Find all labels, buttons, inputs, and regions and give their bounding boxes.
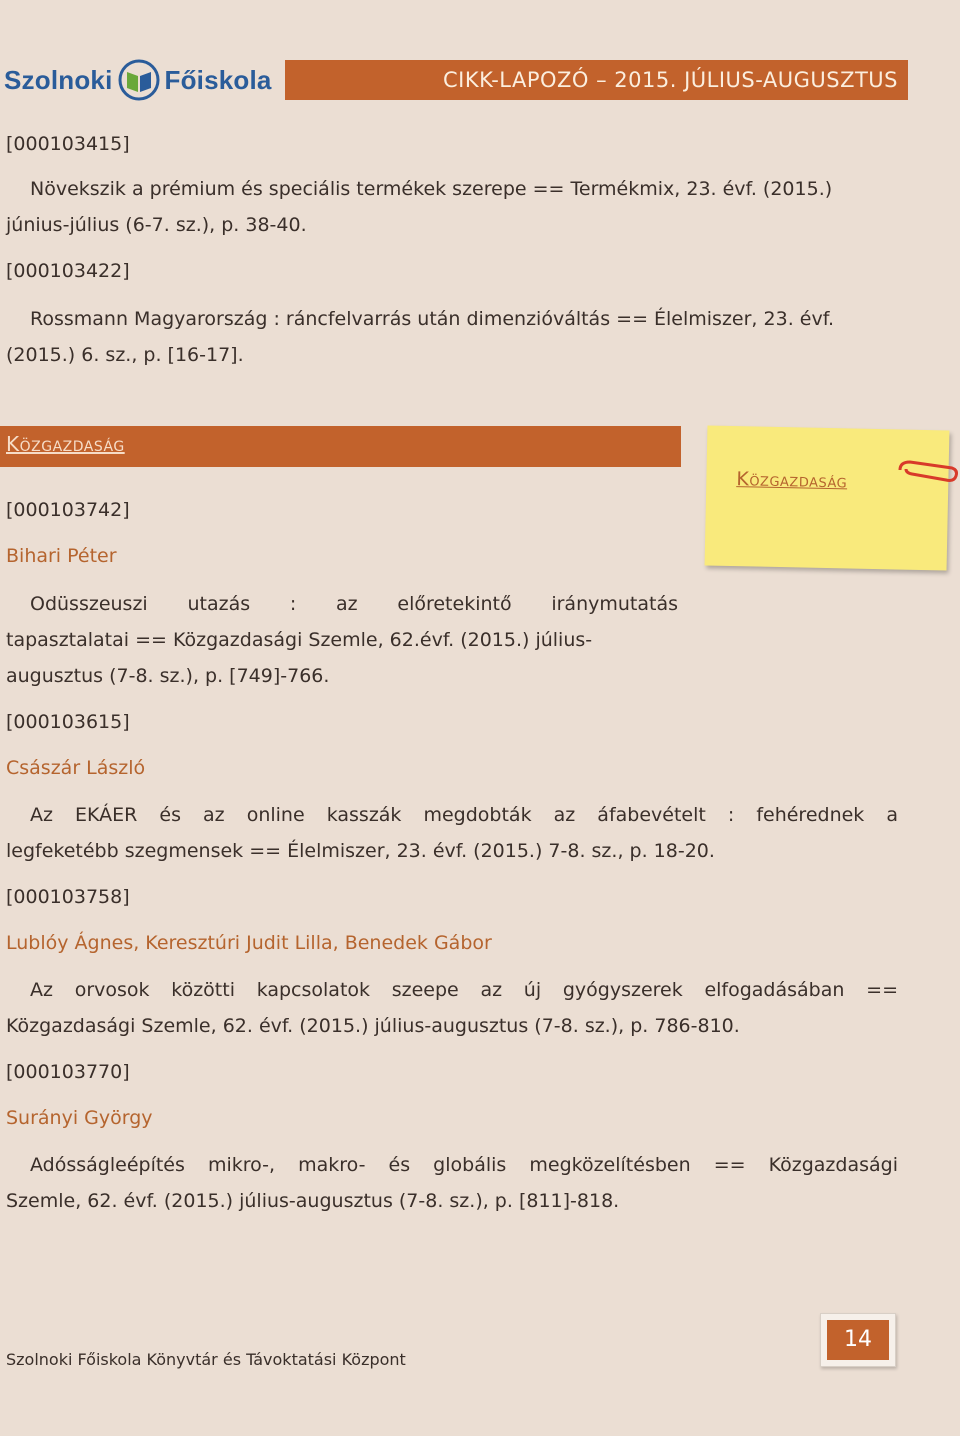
- header-title-band: [285, 60, 908, 100]
- section-heading: Közgazdaság: [6, 432, 125, 456]
- citation-line: június-július (6-7. sz.), p. 38-40.: [6, 214, 307, 236]
- citation-line: Az orvosok közötti kapcsolatok szeepe az új gyógyszerek elfogadásában ==: [30, 979, 898, 1001]
- entry-id: [000103422]: [6, 260, 130, 282]
- entry-id: [000103742]: [6, 499, 130, 521]
- paperclip-icon: [896, 458, 960, 490]
- entry-author: Császár László: [6, 757, 146, 779]
- entry-citation: [6, 586, 678, 694]
- citation-line: Odüsszeuszi utazás : az előretekintő iránymutatás: [30, 593, 678, 615]
- entry-id: [000103758]: [6, 886, 130, 908]
- citation-line: Növekszik a prémium és speciális termékek szerepe == Termékmix, 23. évf. (2015.): [30, 178, 833, 200]
- entry-citation: [6, 797, 898, 869]
- section-heading-band: [0, 426, 681, 467]
- header-title: CIKK-LAPOZÓ – 2015. JÚLIUS-AUGUSZTUS: [443, 68, 898, 92]
- sticky-note: [705, 425, 950, 570]
- page-number-box: [820, 1313, 896, 1367]
- page-number: 14: [827, 1320, 889, 1360]
- entry-citation: [6, 1147, 898, 1219]
- book-logo-icon: [117, 58, 161, 102]
- entry-id: [000103615]: [6, 711, 130, 733]
- college-logo: [4, 58, 272, 102]
- entry-id: [000103415]: [6, 133, 130, 155]
- citation-line: (2015.) 6. sz., p. [16-17].: [6, 344, 244, 366]
- citation-line: tapasztalatai == Közgazdasági Szemle, 62.évf. (2015.) július-: [6, 629, 593, 651]
- citation-line: Adósságleépítés mikro-, makro- és globális megközelítésben == Közgazdasági: [30, 1154, 898, 1176]
- logo-text-right: Főiskola: [164, 64, 272, 95]
- entry-citation: [6, 972, 898, 1044]
- footer-text: Szolnoki Főiskola Könyvtár és Távoktatási Központ: [6, 1350, 406, 1369]
- entry-citation: [6, 301, 898, 373]
- entry-id: [000103770]: [6, 1061, 130, 1083]
- citation-line: Szemle, 62. évf. (2015.) július-augusztus (7-8. sz.), p. [811]-818.: [6, 1190, 620, 1212]
- entry-author: Lublóy Ágnes, Keresztúri Judit Lilla, Benedek Gábor: [6, 932, 492, 954]
- sticky-note-label: Közgazdaság: [736, 468, 848, 493]
- logo-text-left: Szolnoki: [4, 64, 113, 95]
- citation-line: augusztus (7-8. sz.), p. [749]-766.: [6, 665, 330, 687]
- citation-line: Rossmann Magyarország : ráncfelvarrás után dimenzióváltás == Élelmiszer, 23. évf.: [30, 308, 835, 330]
- citation-line: Az EKÁER és az online kasszák megdobták az áfabevételt : fehérednek a: [30, 804, 898, 826]
- citation-line: Közgazdasági Szemle, 62. évf. (2015.) július-augusztus (7-8. sz.), p. 786-810.: [6, 1015, 740, 1037]
- entry-citation: [6, 171, 898, 243]
- entry-author: Bihari Péter: [6, 545, 117, 567]
- entry-author: Surányi György: [6, 1107, 153, 1129]
- citation-line: legfeketébb szegmensek == Élelmiszer, 23. évf. (2015.) 7-8. sz., p. 18-20.: [6, 840, 715, 862]
